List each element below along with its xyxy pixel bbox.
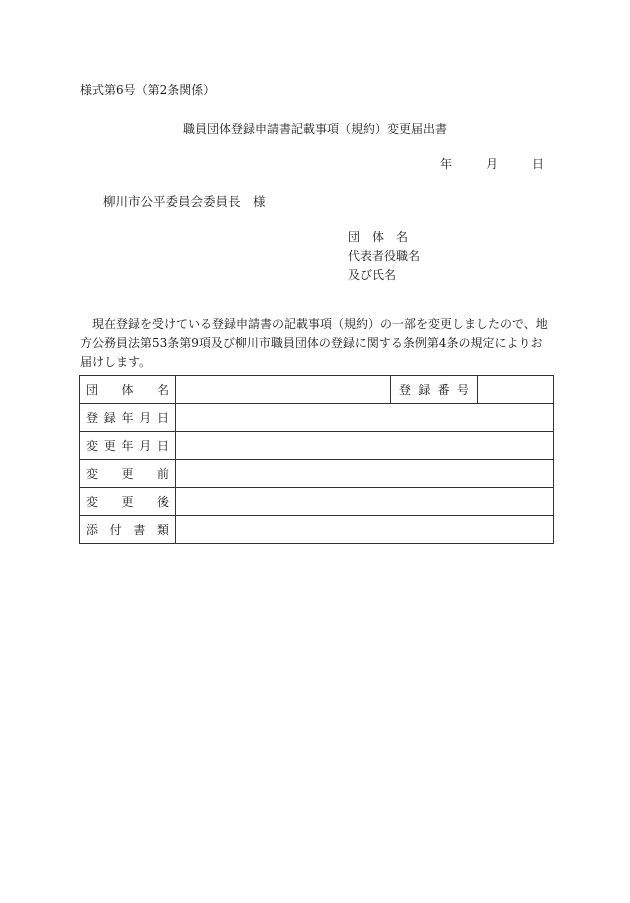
table-row: [80, 432, 554, 460]
attachments-field[interactable]: [176, 516, 554, 544]
attachments-label: 添付書類: [80, 516, 176, 544]
table-row: [80, 488, 554, 516]
date-month-label: 月: [486, 157, 499, 171]
change-date-label: 変更年月日: [80, 432, 176, 460]
date-line: [440, 155, 544, 172]
sender-name-label: 及び氏名: [348, 268, 397, 282]
registration-number-field[interactable]: [478, 376, 554, 404]
before-change-label: 変更前: [80, 460, 176, 488]
table-row: [80, 404, 554, 432]
after-change-label: 変更後: [80, 488, 176, 516]
group-name-field[interactable]: [176, 376, 391, 404]
registration-date-label: 登録年月日: [80, 404, 176, 432]
form-number: 様式第6号（第2条関係）: [80, 83, 216, 97]
registration-number-label: 登録番号: [391, 376, 478, 404]
document-title: 職員団体登録申請書記載事項（規約）変更届出書: [182, 122, 447, 136]
sender-representative-title-label: 代表者役職名: [348, 249, 421, 263]
change-date-field[interactable]: [176, 432, 554, 460]
table-row: [80, 460, 554, 488]
date-year-label: 年: [440, 157, 453, 171]
addressee: 柳川市公平委員会委員長 様: [103, 194, 266, 209]
sender-group-name-label: 団 体 名: [348, 230, 409, 244]
group-name-label: 団体名: [80, 376, 176, 404]
table-row: [80, 516, 554, 544]
registration-table: [79, 375, 554, 544]
registration-date-field[interactable]: [176, 404, 554, 432]
before-change-field[interactable]: [176, 460, 554, 488]
sender-block: [348, 228, 420, 285]
table-row: [80, 376, 554, 404]
date-day-label: 日: [532, 157, 545, 171]
body-text: 現在登録を受けている登録申請書の記載事項（規約）の一部を変更しましたので、地方公務員法第53条第9項及び柳川市職員団体の登録に関する条例第4条の規定によりお届けします。: [80, 317, 548, 369]
after-change-field[interactable]: [176, 488, 554, 516]
